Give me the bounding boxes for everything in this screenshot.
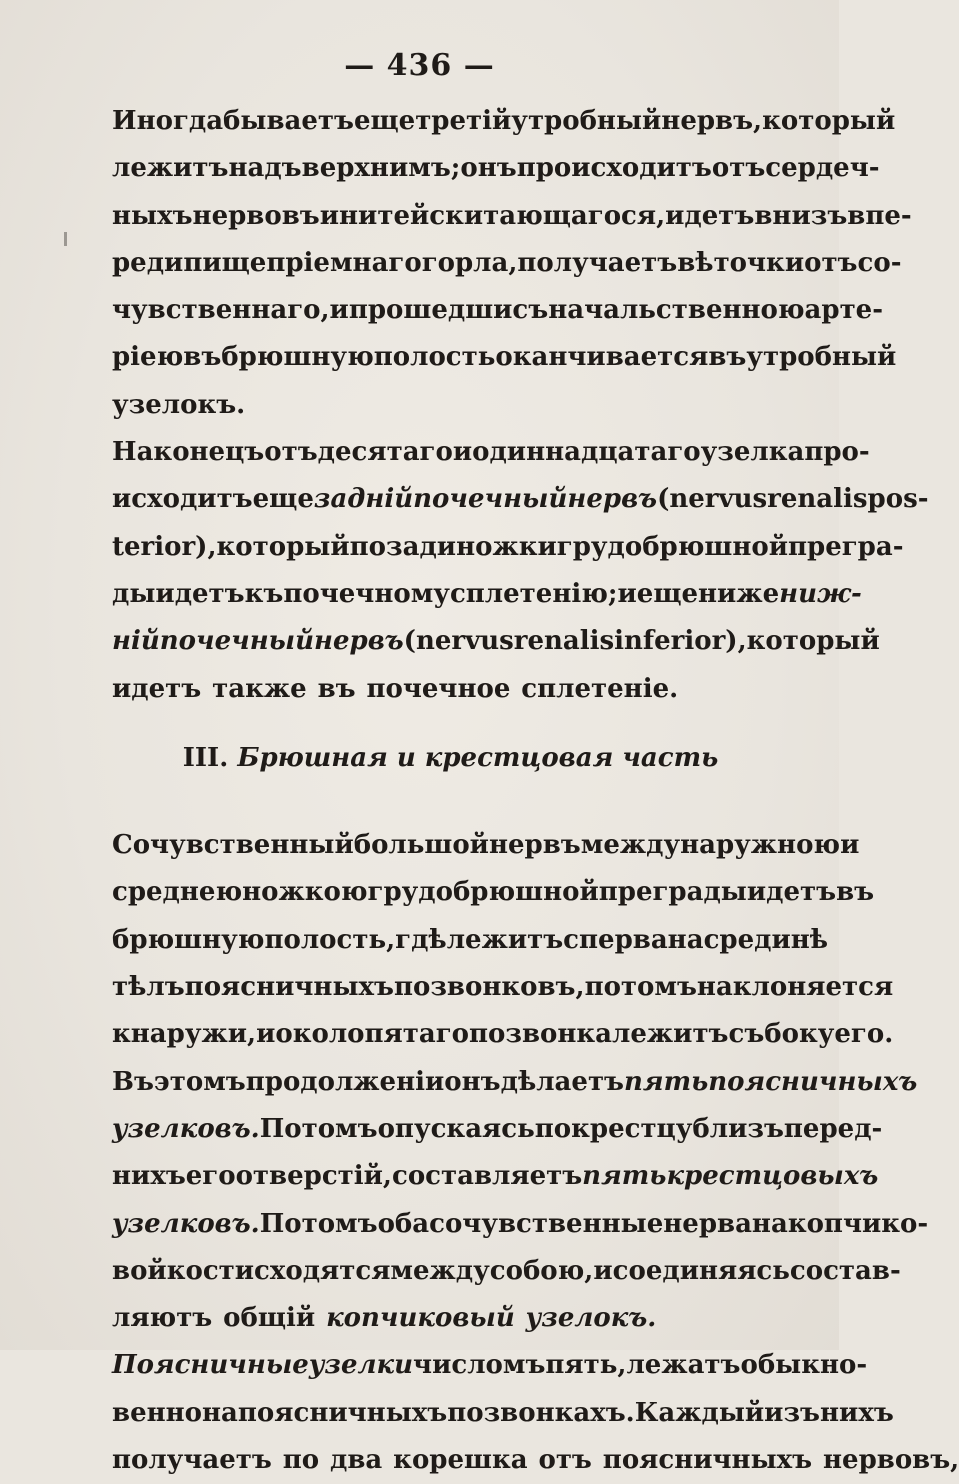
word: сочувственные — [429, 1208, 664, 1239]
word: Каждый — [634, 1397, 765, 1428]
word: кнаружи, — [112, 1019, 257, 1050]
word: и — [256, 1019, 276, 1050]
word: ниж- — [779, 578, 862, 609]
text-line — [112, 869, 875, 916]
word: тѣлъ — [112, 972, 185, 1003]
page-text — [112, 98, 959, 1484]
text-line — [112, 429, 870, 476]
word: нитей — [339, 200, 430, 231]
word: ножкою — [242, 877, 368, 908]
word: этомъ — [153, 1066, 246, 1097]
word: ній — [112, 626, 160, 657]
word: реди — [112, 247, 184, 278]
word: пищепріемнаго — [183, 247, 422, 278]
paragraph — [112, 98, 912, 429]
word: почечный — [413, 484, 568, 515]
word: сплетеніе. — [521, 673, 679, 704]
word: узелка — [700, 437, 805, 468]
word: продолженіи — [245, 1066, 445, 1097]
word: идетъ — [746, 877, 837, 908]
word: нервъ — [488, 830, 581, 861]
word: получаетъ — [112, 1445, 272, 1476]
word: renalis — [767, 484, 868, 515]
word: отъ — [264, 437, 318, 468]
word: на — [667, 924, 704, 955]
text-line — [112, 476, 929, 523]
word: перед- — [783, 1113, 883, 1144]
word: отъ — [538, 1445, 592, 1476]
paragraph — [112, 822, 929, 1342]
word: идетъ — [665, 200, 755, 231]
word: составляетъ — [392, 1161, 583, 1192]
paragraph — [112, 1342, 959, 1484]
word: изъ — [764, 1397, 820, 1428]
text-line — [112, 1390, 894, 1437]
text-line — [112, 1342, 868, 1389]
word: про- — [804, 437, 870, 468]
word: узелковъ. — [112, 1113, 260, 1144]
text-line — [112, 193, 912, 240]
word: внизъ — [754, 200, 848, 231]
word: онъ — [444, 1066, 501, 1097]
word: inferior), — [614, 626, 747, 657]
word: также — [212, 673, 307, 704]
text-line — [112, 571, 862, 618]
word: и — [840, 830, 860, 861]
word: отверстій, — [235, 1161, 392, 1192]
section-title: Брюшная и крестцовая часть — [237, 742, 719, 773]
word: отъ — [804, 247, 858, 278]
word: начальственною — [548, 295, 805, 326]
word: обыкно- — [740, 1350, 868, 1381]
word: десятаго — [317, 437, 453, 468]
word: со- — [857, 247, 902, 278]
word: нерва — [663, 1208, 752, 1239]
word: наклоняется — [696, 972, 894, 1003]
word: идетъ — [112, 673, 202, 704]
word: нервъ, — [661, 106, 763, 136]
word: опускаясь — [377, 1113, 535, 1144]
word: чувственнаго, — [112, 295, 330, 326]
word: ріею — [112, 342, 184, 373]
word: лежитъ — [446, 924, 564, 955]
word: Потомъ — [259, 1113, 378, 1144]
word: нервъ — [567, 484, 658, 515]
word: наружною — [680, 830, 841, 861]
word: два — [330, 1445, 383, 1476]
text-line — [112, 1106, 883, 1153]
word: лежитъ — [612, 1019, 729, 1050]
text-line — [112, 917, 829, 964]
word: дѣлаетъ — [500, 1066, 624, 1097]
text-line — [112, 1011, 894, 1058]
word: срединѣ — [703, 924, 829, 955]
word: почечное — [366, 673, 511, 704]
word: почечному — [283, 578, 450, 609]
word: крестцовыхъ — [666, 1161, 879, 1192]
word: нихъ — [820, 1397, 894, 1428]
word: онъ — [460, 153, 517, 184]
text-line — [112, 98, 896, 145]
text-line — [112, 524, 904, 571]
word: поясничныхъ — [602, 1445, 813, 1476]
word: арте- — [804, 295, 884, 326]
word: по — [282, 1445, 320, 1476]
word: который — [746, 626, 880, 657]
word: на — [751, 1208, 788, 1239]
section-heading — [112, 735, 789, 782]
word: ниже — [698, 578, 780, 609]
text-line — [112, 618, 880, 665]
text-line — [112, 334, 897, 381]
word: пять — [624, 1066, 709, 1097]
word: узелокъ. — [525, 1303, 657, 1334]
word: его — [185, 1161, 236, 1192]
text-line — [112, 1201, 929, 1248]
word: исходитъ — [112, 484, 253, 515]
word: ляютъ — [112, 1303, 213, 1334]
word: вой — [112, 1255, 167, 1286]
word: Въ — [112, 1066, 154, 1097]
word: грудобрюшной — [556, 531, 788, 562]
text-line — [112, 1248, 901, 1295]
page-number: — 436 — — [344, 48, 495, 83]
word: поясничныхъ — [237, 1397, 448, 1428]
word: брюшную — [112, 924, 265, 955]
word: боку — [764, 1019, 835, 1050]
word: по — [534, 1113, 572, 1144]
word: среднею — [112, 877, 243, 908]
word: надъ — [228, 153, 302, 184]
word: полость — [373, 342, 496, 373]
word: состав- — [789, 1255, 901, 1286]
word: потомъ — [584, 972, 697, 1003]
word: позади — [349, 531, 457, 562]
word: позвонкахъ. — [447, 1397, 635, 1428]
word: сперва — [563, 924, 668, 955]
text-line — [112, 666, 789, 713]
word: между — [390, 1255, 490, 1286]
word: позвонковъ, — [393, 972, 585, 1003]
word: поясничныхъ — [184, 972, 394, 1003]
word: и — [617, 578, 637, 609]
word: скитающагося, — [429, 200, 666, 231]
word: Поясничные — [112, 1350, 309, 1381]
word: брюшную — [221, 342, 374, 373]
word: Сочувственный — [112, 830, 354, 861]
word: и — [593, 1255, 613, 1286]
text-line — [112, 964, 894, 1011]
word: Наконецъ — [112, 437, 265, 468]
word: гдѣ — [395, 924, 447, 955]
paragraph — [112, 429, 929, 713]
word: къ — [244, 578, 284, 609]
word: копчиковый — [326, 1303, 515, 1334]
word: крестцу — [571, 1113, 693, 1144]
word: задній — [313, 484, 414, 515]
word: впе- — [847, 200, 912, 231]
word: числомъ — [413, 1350, 546, 1381]
word: который — [762, 106, 896, 136]
word: renalis — [513, 626, 615, 657]
text-line — [112, 1437, 959, 1484]
word: нервовъ, — [823, 1445, 959, 1476]
word: бываетъ — [223, 106, 354, 136]
word: корешка — [393, 1445, 528, 1476]
word: близъ — [692, 1113, 784, 1144]
text-line — [112, 240, 902, 287]
word: съ — [728, 1019, 765, 1050]
word: преграды — [598, 877, 747, 908]
word: сплетенію; — [449, 578, 618, 609]
word: оба — [377, 1208, 430, 1239]
text-line — [112, 1295, 789, 1342]
word: pos- — [867, 484, 929, 515]
text-after-heading — [112, 822, 959, 1484]
word: еще — [252, 484, 314, 515]
word: лежатъ — [626, 1350, 741, 1381]
word: грудобрюшной — [367, 877, 599, 908]
word: горла, — [421, 247, 518, 278]
word: (nervus — [403, 626, 514, 657]
word: общій — [223, 1303, 316, 1334]
word: и — [452, 437, 473, 468]
word: верхнимъ; — [301, 153, 461, 184]
word: и — [329, 295, 349, 326]
word: нервовъ — [192, 200, 320, 231]
word: позвонка — [469, 1019, 613, 1050]
word: въ — [708, 342, 747, 373]
word: пять, — [545, 1350, 627, 1381]
word: сердеч- — [765, 153, 880, 184]
word: оканчивается — [495, 342, 709, 373]
word: который — [216, 531, 350, 562]
word: terior), — [112, 531, 217, 562]
word: собою, — [489, 1255, 594, 1286]
text-line — [112, 1153, 879, 1200]
word: вѣточки — [677, 247, 805, 278]
word: утробный — [746, 342, 897, 373]
word: прегра- — [787, 531, 904, 562]
text-line — [112, 145, 880, 192]
word: съ — [512, 295, 549, 326]
word: узелковъ. — [112, 1208, 260, 1239]
word: пять — [582, 1161, 667, 1192]
text-line — [112, 382, 789, 429]
word: (nervus — [657, 484, 768, 515]
word: поясничныхъ — [708, 1066, 918, 1097]
word: идетъ — [155, 578, 245, 609]
word: въ — [317, 673, 356, 704]
word: происходитъ — [516, 153, 712, 184]
word: третій — [415, 106, 512, 136]
word: еще — [636, 578, 699, 609]
word: почечный — [159, 626, 315, 657]
word: въ — [836, 877, 875, 908]
word: Иногда — [112, 106, 224, 136]
word: кости — [166, 1255, 255, 1286]
word: его. — [834, 1019, 894, 1050]
word: ныхъ — [112, 200, 193, 231]
word: прошедши — [348, 295, 513, 326]
word: между — [580, 830, 681, 861]
word: лежитъ — [112, 153, 229, 184]
word: и — [319, 200, 340, 231]
word: около — [275, 1019, 365, 1050]
text-line — [112, 287, 884, 334]
word: полость, — [264, 924, 396, 955]
word: еще — [353, 106, 416, 136]
text-line — [112, 822, 860, 869]
word: утробный — [511, 106, 662, 136]
word: получаетъ — [517, 247, 678, 278]
text-before-heading — [112, 98, 929, 713]
margin-mark — [64, 232, 67, 246]
text-line — [112, 1059, 918, 1106]
word: пятаго — [364, 1019, 469, 1050]
word: соединяясь — [612, 1255, 790, 1286]
word: нихъ — [112, 1161, 186, 1192]
word: узелки — [308, 1350, 414, 1381]
word: ды — [112, 578, 156, 609]
word: на — [202, 1397, 238, 1428]
word: копчико- — [787, 1208, 929, 1239]
word: сходятся — [254, 1255, 391, 1286]
word: отъ — [711, 153, 766, 184]
word: одиннадцатаго — [472, 437, 701, 468]
word: нервъ — [314, 626, 404, 657]
word: большой — [353, 830, 489, 861]
word: ножки — [456, 531, 557, 562]
word: венно — [112, 1397, 203, 1428]
word: узелокъ. — [112, 389, 246, 420]
section-number: III. — [182, 742, 229, 773]
word: въ — [183, 342, 222, 373]
word: Потомъ — [259, 1208, 378, 1239]
